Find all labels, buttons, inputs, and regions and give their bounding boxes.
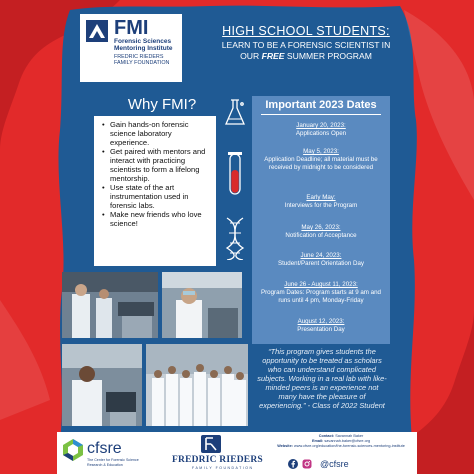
- lab-photo-3: [62, 344, 142, 426]
- date-label: Early May:: [306, 194, 336, 201]
- facebook-icon[interactable]: [288, 459, 298, 469]
- test-tube-icon: [228, 152, 242, 194]
- cfsre-logo-icon: [62, 438, 84, 462]
- logo-line-4: FAMILY FOUNDATION: [114, 60, 170, 66]
- website-line: [270, 444, 412, 449]
- date-entry: [252, 281, 390, 304]
- contact-website[interactable]: www.cfsre.org/education/the-forensic-sciences-mentoring-institute: [294, 444, 405, 448]
- date-label: June 26 - August 11, 2023:: [284, 281, 358, 288]
- date-label: August 12, 2023:: [297, 318, 345, 325]
- date-entry: [252, 194, 390, 210]
- science-icons-column: [222, 98, 248, 260]
- instagram-icon[interactable]: [302, 459, 312, 469]
- headline-title: HIGH SCHOOL STUDENTS:: [222, 24, 390, 38]
- rieders-foundation-name: FREDRIC RIEDERS: [172, 455, 263, 465]
- student-quote: “This program gives students the opportunity to be treated as scholars who can understand complicated subjects. Working in a real lab with like-minded peers is an experience not many have the pleasure of experiencing.” - Class of 2022 Student: [257, 347, 387, 410]
- date-entry: [252, 318, 390, 334]
- headline-line-3-pre: OUR: [240, 51, 262, 61]
- fmi-logo: [80, 14, 182, 82]
- date-text: Presentation Day: [297, 326, 345, 333]
- contact-email[interactable]: savannah.baker@cfsre.org: [324, 439, 371, 443]
- headline-line-3-post: SUMMER PROGRAM: [284, 51, 372, 61]
- flask-icon: [226, 100, 244, 124]
- contact-info: [270, 434, 412, 449]
- why-fmi-item: • Use state of the art instrumentation used in forensic labs.: [102, 183, 212, 210]
- date-text: Applications Open: [295, 130, 347, 137]
- rieders-foundation-sub: FAMILY FOUNDATION: [192, 466, 254, 470]
- website-label: Website:: [277, 444, 293, 448]
- logo-mark-text: FMI: [114, 17, 149, 39]
- logo-line-1: Forensic Sciences: [114, 38, 172, 45]
- cfsre-subtitle: The Center for Forensic Science Research & Education: [87, 458, 139, 467]
- why-fmi-item: • Get paired with mentors and interact with practicing scientists to form a lifelong mentorship.: [102, 147, 212, 183]
- date-text: Notification of Acceptance: [285, 232, 357, 239]
- cfsre-wordmark: cfsre: [87, 440, 122, 457]
- fmi-logo-mark-icon: [86, 20, 108, 42]
- contact-name: Savannah Baker: [335, 434, 364, 438]
- why-fmi-list-box: [94, 116, 216, 266]
- date-entry: [252, 122, 390, 138]
- date-entry: [252, 148, 390, 171]
- date-entry: [252, 252, 390, 268]
- dna-icon: [227, 218, 243, 260]
- why-fmi-item: • Make new friends who love science!: [102, 210, 212, 228]
- date-text: Program Dates: Program starts at 9 am and runs until 4 pm, Monday-Friday: [260, 289, 382, 304]
- logo-line-3: FREDRIC RIEDERS: [114, 54, 164, 60]
- lab-photo-1: [62, 272, 158, 338]
- group-photo: [146, 344, 248, 426]
- lab-photo-2: [162, 272, 242, 338]
- date-label: May 26, 2023:: [301, 224, 341, 231]
- headline-line-2: LEARN TO BE A FORENSIC SCIENTIST IN: [221, 40, 391, 50]
- date-label: May 5, 2023:: [303, 148, 339, 155]
- contact-label: Contact:: [318, 434, 335, 438]
- date-label: January 20, 2023:: [296, 122, 346, 129]
- rieders-monogram-icon: [200, 434, 222, 454]
- logo-line-2: Mentoring Institute: [114, 45, 173, 52]
- date-text: Student/Parent Orientation Day: [278, 260, 364, 267]
- important-dates-title: Important 2023 Dates: [252, 96, 390, 115]
- date-entry: [252, 224, 390, 240]
- date-text: Interviews for the Program: [284, 202, 358, 209]
- why-fmi-title: Why FMI?: [127, 96, 197, 113]
- date-text: Application Deadline; all material must be received by midnight to be considered: [264, 156, 378, 171]
- why-fmi-item: • Gain hands-on forensic science laboratory experience.: [102, 120, 212, 147]
- why-fmi-list: [102, 120, 212, 228]
- date-label: June 24, 2023:: [300, 252, 342, 259]
- headline-line-3: [196, 51, 416, 62]
- headline: [196, 24, 416, 62]
- social-handle[interactable]: @cfsre: [320, 459, 349, 469]
- headline-free: FREE: [261, 51, 285, 61]
- email-label: Email:: [311, 439, 324, 443]
